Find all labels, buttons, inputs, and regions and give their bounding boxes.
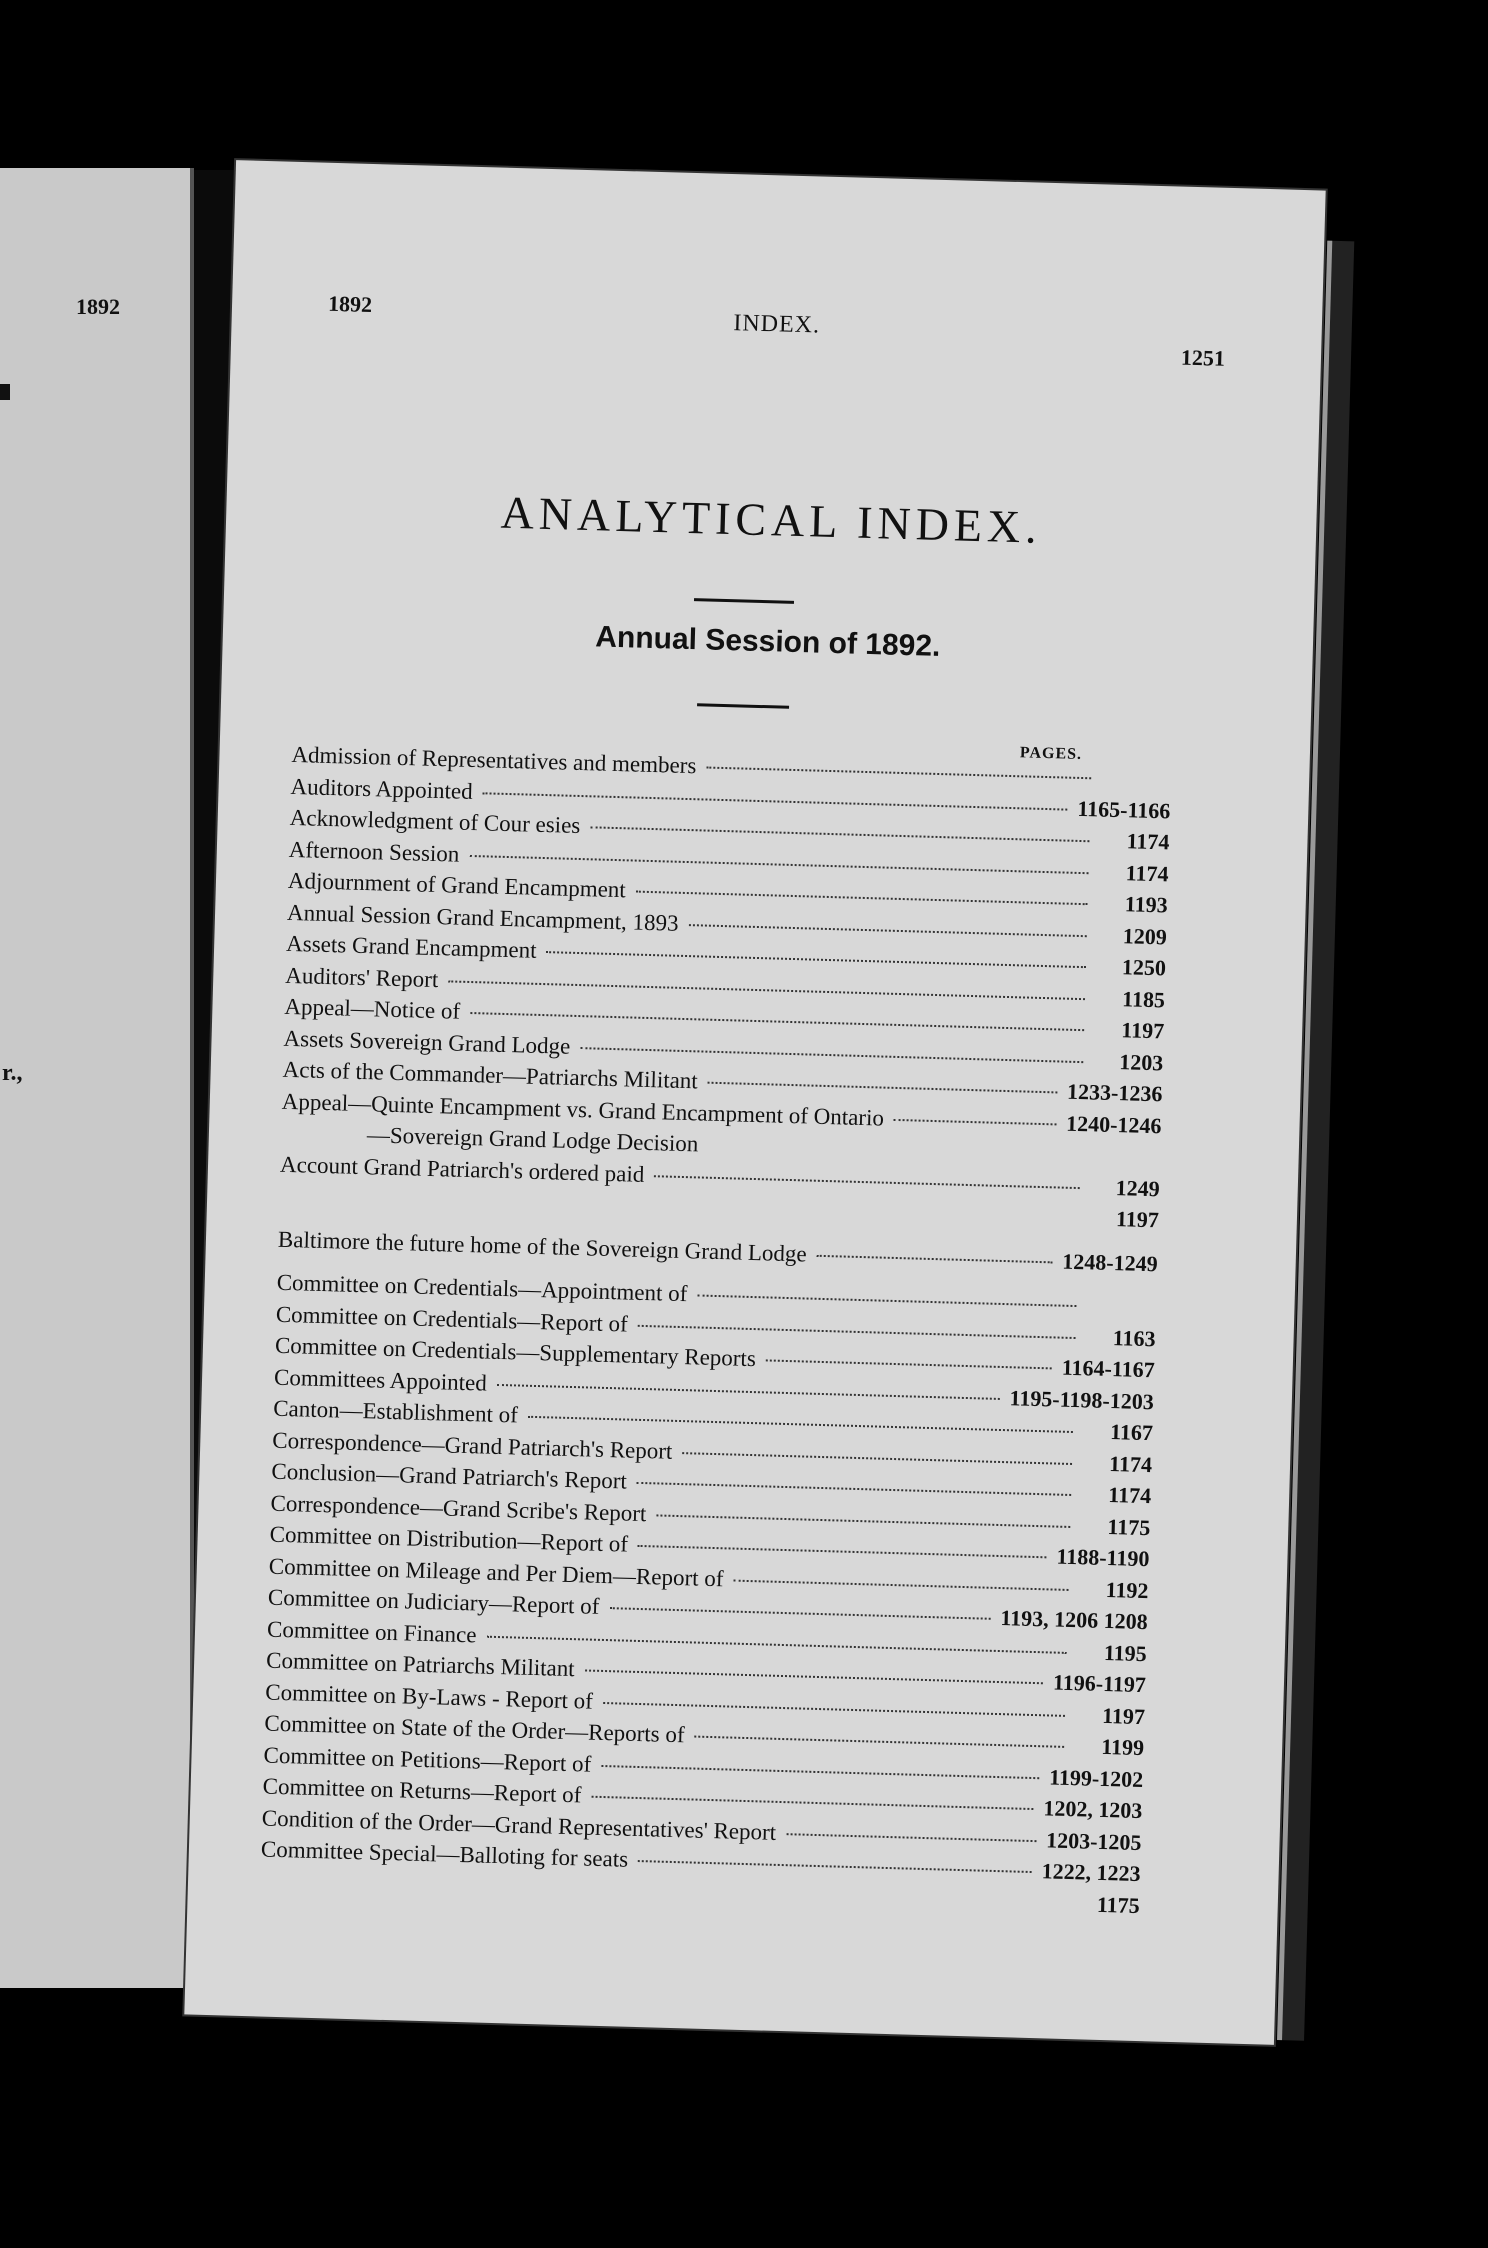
leader-dots — [638, 1324, 1076, 1338]
entry-page-number: 1195-1198-1203 — [1009, 1384, 1155, 1414]
leader-dots — [609, 1607, 990, 1620]
subtitle-rule — [697, 703, 789, 709]
running-head — [327, 290, 1226, 371]
leader-dots — [601, 1764, 1039, 1778]
entry-text: Committees Appointed — [273, 1364, 488, 1396]
entry-page-number: 1165-1166 — [1077, 795, 1171, 823]
leader-dots — [697, 1294, 1076, 1307]
leader-dots — [733, 1579, 1068, 1590]
left-page-year: 1892 — [76, 294, 120, 319]
leader-dots — [706, 767, 1091, 780]
leader-dots — [448, 980, 1085, 1000]
leader-dots — [497, 1383, 1000, 1399]
entry-text: Acts of the Commander—Patriarchs Militant — [282, 1056, 699, 1094]
entry-page-number: 1174 — [1108, 1482, 1152, 1509]
entry-text: Appeal—Notice of — [284, 993, 461, 1024]
leader-dots — [528, 1416, 1073, 1433]
leader-dots — [486, 1635, 1066, 1653]
entry-text: Auditors' Report — [285, 962, 439, 992]
entry-page-number — [1101, 785, 1171, 787]
leader-dots — [688, 924, 1086, 937]
entry-page-number: 1222, 1223 — [1041, 1858, 1141, 1887]
entry-text: Auditors Appointed — [290, 773, 474, 804]
entry-page-number: 1174 — [1125, 859, 1169, 886]
entry-text: Canton—Establishment of — [272, 1395, 519, 1428]
entry-page-number: 1248-1249 — [1062, 1248, 1159, 1276]
leader-dots — [469, 854, 1088, 873]
entry-text: Condition of the Order—Grand Representatives' Report — [261, 1805, 777, 1845]
entry-text: Correspondence—Grand Scribe's Report — [270, 1490, 647, 1526]
entry-page-number: 1193, 1206 1208 — [1000, 1605, 1149, 1635]
leader-dots — [708, 1082, 1057, 1094]
entry-page-number — [1090, 1162, 1160, 1164]
pages-column-header: PAGES. — [1019, 744, 1083, 763]
entry-page-number: 1233-1236 — [1066, 1078, 1163, 1107]
entry-text: Conclusion—Grand Patriarch's Report — [271, 1458, 628, 1494]
entry-page-number: 1199 — [1101, 1733, 1145, 1761]
leader-dots — [483, 792, 1068, 810]
index-page — [184, 160, 1325, 2045]
leader-dots — [546, 951, 1085, 968]
entry-page-number: 1197 — [1101, 1702, 1146, 1729]
entry-page-number: 1197 — [1121, 1017, 1165, 1044]
leader-dots — [591, 1796, 1033, 1810]
entry-text: Committee on Credentials—Supplementary Reports — [274, 1332, 757, 1372]
entry-text: Assets Grand Encampment — [285, 930, 537, 963]
entry-text: Committee on Credentials—Report of — [275, 1301, 629, 1337]
leader-dots — [786, 1833, 1036, 1842]
leader-dots — [636, 891, 1088, 906]
leader-dots — [766, 1359, 1052, 1369]
entry-page-number: 1175 — [1096, 1891, 1141, 1918]
leader-dots — [638, 1545, 1047, 1558]
entry-text: Committee on Distribution—Report of — [269, 1521, 629, 1557]
entry-page-number: 1199-1202 — [1048, 1763, 1144, 1792]
leader-dots — [590, 826, 1089, 842]
left-page-text-fragment: r., — [2, 1060, 23, 1086]
entry-page-number: 1185 — [1121, 985, 1166, 1012]
entry-page-number: 1195 — [1103, 1639, 1148, 1666]
entry-text: Committee on Finance — [266, 1616, 477, 1647]
entry-page-number: 1163 — [1112, 1324, 1156, 1351]
page-number: 1251 — [1180, 344, 1226, 371]
entry-text: Committee on By-Laws - Report of — [265, 1679, 594, 1714]
leader-dots — [654, 1175, 1080, 1189]
entry-page-number: 1164-1167 — [1061, 1354, 1156, 1383]
entry-page-number: 1197 — [1115, 1206, 1160, 1233]
entry-text: Committee on Returns—Report of — [262, 1773, 582, 1808]
leader-dots — [682, 1452, 1072, 1465]
entry-text: Committee on Mileage and Per Diem—Report of — [268, 1553, 724, 1591]
entry-text: Assets Sovereign Grand Lodge — [283, 1025, 571, 1059]
leader-dots — [695, 1736, 1065, 1748]
entry-page-number: 1209 — [1122, 922, 1168, 949]
entry-text: Account Grand Patriarch's ordered paid — [279, 1151, 645, 1187]
entry-page-number: 1174 — [1108, 1450, 1153, 1477]
entry-page-number: 1192 — [1105, 1576, 1149, 1603]
entry-page-number: 1240-1246 — [1065, 1110, 1162, 1138]
entry-text: Appeal—Quinte Encampment vs. Grand Encampment of Ontario — [281, 1088, 885, 1131]
entry-page-number: 1249 — [1115, 1174, 1161, 1201]
entry-page-number: 1193 — [1124, 891, 1169, 918]
left-page — [0, 168, 194, 1988]
entry-page-number: 1174 — [1126, 828, 1170, 855]
entry-text: Committee Special—Balloting for seats — [260, 1836, 629, 1872]
entry-page-number: 1175 — [1107, 1513, 1151, 1540]
entry-text: Adjournment of Grand Encampment — [287, 867, 627, 903]
leader-dots — [470, 1012, 1084, 1031]
entry-page-number — [1086, 1312, 1156, 1314]
leader-dots — [894, 1118, 1056, 1125]
entry-text: —Sovereign Grand Lodge Decision — [366, 1122, 699, 1157]
page-title: ANALYTICAL INDEX. — [500, 486, 1043, 553]
entry-text: Correspondence—Grand Patriarch's Report — [272, 1427, 673, 1464]
entry-page-number: 1203 — [1118, 1048, 1164, 1075]
leader-dots — [270, 1883, 1060, 1905]
entry-text: Afternoon Session — [288, 836, 460, 867]
running-head-title: INDEX. — [733, 310, 821, 339]
leader-dots — [637, 1482, 1071, 1496]
entry-page-number: 1196-1197 — [1052, 1669, 1147, 1698]
leader-dots — [603, 1701, 1065, 1716]
entry-text: Committee on State of the Order—Reports of — [264, 1710, 685, 1748]
leader-dots — [585, 1669, 1043, 1684]
entry-text: Baltimore the future home of the Sovereign Grand Lodge — [277, 1226, 807, 1266]
running-head-year: 1892 — [327, 290, 373, 317]
index-entries — [260, 742, 1172, 1924]
leader-dots — [638, 1860, 1032, 1873]
leader-dots — [289, 1198, 1079, 1220]
ink-mark — [0, 384, 10, 400]
leader-dots — [656, 1514, 1070, 1528]
entry-text: Committee on Credentials—Appointment of — [276, 1269, 688, 1307]
entry-text: Committee on Judiciary—Report of — [267, 1584, 600, 1619]
entry-text: Committee on Petitions—Report of — [263, 1742, 592, 1777]
entry-page-number: 1188-1190 — [1056, 1543, 1150, 1572]
entry-page-number: 1203-1205 — [1045, 1826, 1142, 1855]
entry-text: Annual Session Grand Encampment, 1893 — [286, 899, 679, 936]
leader-dots — [817, 1254, 1053, 1263]
entry-text: Committee on Patriarchs Militant — [265, 1647, 576, 1682]
leader-dots — [708, 1147, 1080, 1157]
page-subtitle: Annual Session of 1892. — [594, 620, 941, 663]
entry-page-number: 1167 — [1109, 1419, 1154, 1446]
entry-page-number: 1202, 1203 — [1043, 1795, 1143, 1824]
title-rule — [694, 598, 794, 604]
leader-dots — [580, 1047, 1083, 1063]
entry-text: Acknowledgment of Cour esies — [289, 804, 581, 839]
entry-text: Admission of Representatives and members — [291, 741, 697, 779]
entry-page-number: 1250 — [1121, 954, 1167, 981]
